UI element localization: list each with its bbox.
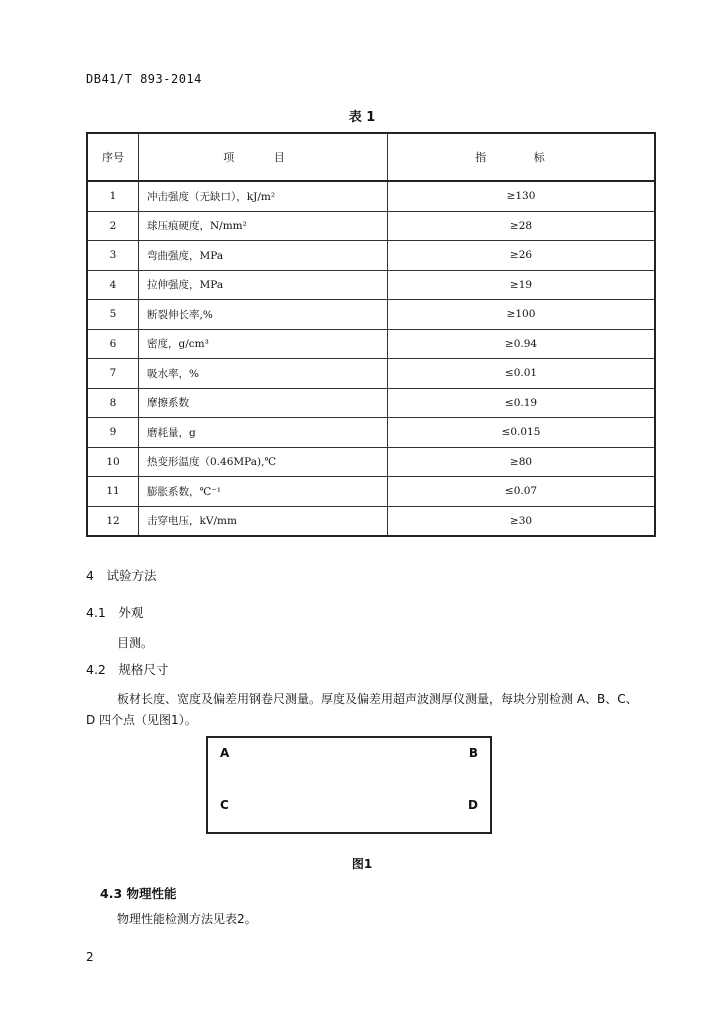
header-no: 序号 bbox=[87, 133, 139, 181]
row-no: 5 bbox=[87, 300, 139, 330]
row-no: 7 bbox=[87, 359, 139, 389]
row-no: 4 bbox=[87, 270, 139, 300]
section-4-2-heading: 4.2 规格尺寸 bbox=[86, 662, 169, 677]
row-item: 磨耗量，g bbox=[139, 418, 388, 448]
point-c-label: C bbox=[220, 798, 229, 812]
row-item: 弯曲强度，MPa bbox=[139, 241, 388, 271]
table-row bbox=[87, 270, 655, 300]
table-row bbox=[87, 447, 655, 477]
row-no: 3 bbox=[87, 241, 139, 271]
row-value: ≤0.01 bbox=[388, 359, 656, 389]
table-row bbox=[87, 477, 655, 507]
section-4-heading: 4 试验方法 bbox=[86, 568, 157, 583]
row-item: 击穿电压，kV/mm bbox=[139, 506, 388, 536]
row-no: 6 bbox=[87, 329, 139, 359]
row-value: ≤0.015 bbox=[388, 418, 656, 448]
table-row bbox=[87, 388, 655, 418]
row-no: 2 bbox=[87, 211, 139, 241]
row-no: 12 bbox=[87, 506, 139, 536]
row-value: ≤0.07 bbox=[388, 477, 656, 507]
measurement-points-figure bbox=[206, 736, 492, 834]
section-4-2-text-line1: 板材长度、宽度及偏差用钢卷尺测量。厚度及偏差用超声波测厚仪测量，每块分别检测 A、B、C、 bbox=[117, 692, 638, 706]
document-code: DB41/T 893-2014 bbox=[86, 72, 202, 86]
table-row bbox=[87, 211, 655, 241]
row-item: 吸水率，% bbox=[139, 359, 388, 389]
row-value: ≥80 bbox=[388, 447, 656, 477]
row-value: ≥30 bbox=[388, 506, 656, 536]
row-value: ≥130 bbox=[388, 181, 656, 211]
section-4-2-text-line2: D 四个点（见图1）。 bbox=[86, 713, 197, 727]
row-value: ≥100 bbox=[388, 300, 656, 330]
table-row bbox=[87, 241, 655, 271]
row-value: ≥0.94 bbox=[388, 329, 656, 359]
section-4-1-heading: 4.1 外观 bbox=[86, 605, 144, 620]
section-4-1-text: 目测。 bbox=[117, 636, 154, 650]
table-row bbox=[87, 359, 655, 389]
section-4-3-text: 物理性能检测方法见表2。 bbox=[117, 912, 257, 926]
row-item: 摩擦系数 bbox=[139, 388, 388, 418]
row-item: 断裂伸长率,% bbox=[139, 300, 388, 330]
row-no: 11 bbox=[87, 477, 139, 507]
spec-table bbox=[86, 132, 656, 537]
table-row bbox=[87, 418, 655, 448]
row-item: 热变形温度（0.46MPa),℃ bbox=[139, 447, 388, 477]
row-item: 球压痕硬度，N/mm² bbox=[139, 211, 388, 241]
figure-caption: 图1 bbox=[351, 857, 373, 871]
row-value: ≤0.19 bbox=[388, 388, 656, 418]
point-a-label: A bbox=[220, 746, 230, 760]
row-item: 密度，g/cm³ bbox=[139, 329, 388, 359]
row-value: ≥19 bbox=[388, 270, 656, 300]
row-item: 冲击强度（无缺口），kJ/m² bbox=[139, 181, 388, 211]
header-item: 项 目 bbox=[139, 133, 388, 181]
section-4-3-heading: 4.3 物理性能 bbox=[100, 886, 177, 901]
row-no: 1 bbox=[87, 181, 139, 211]
row-value: ≥26 bbox=[388, 241, 656, 271]
row-no: 8 bbox=[87, 388, 139, 418]
row-value: ≥28 bbox=[388, 211, 656, 241]
row-item: 拉伸强度，MPa bbox=[139, 270, 388, 300]
table-row bbox=[87, 181, 655, 211]
row-item: 膨胀系数，℃⁻¹ bbox=[139, 477, 388, 507]
table-header-row bbox=[87, 133, 655, 181]
table-row bbox=[87, 506, 655, 536]
table-row bbox=[87, 300, 655, 330]
header-value: 指 标 bbox=[388, 133, 656, 181]
point-b-label: B bbox=[468, 746, 478, 760]
table-title: 表 1 bbox=[348, 110, 376, 125]
row-no: 9 bbox=[87, 418, 139, 448]
point-d-label: D bbox=[468, 798, 478, 812]
page-number: 2 bbox=[86, 950, 94, 964]
table-row bbox=[87, 329, 655, 359]
row-no: 10 bbox=[87, 447, 139, 477]
